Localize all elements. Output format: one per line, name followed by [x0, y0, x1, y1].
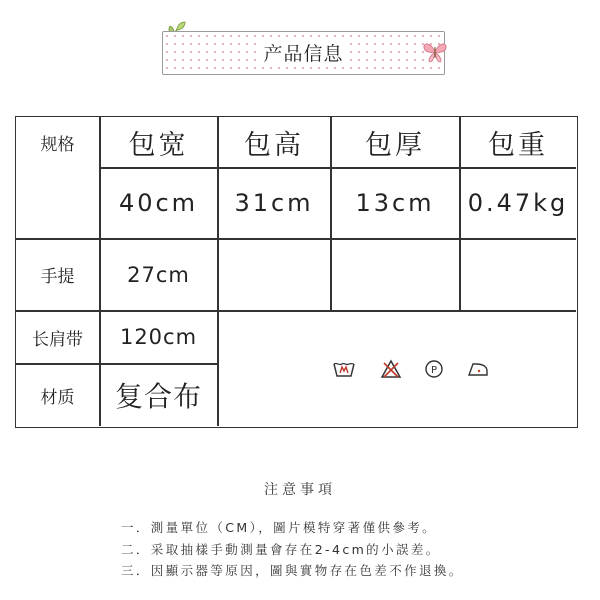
note-line-1: 一．測量單位（CM），圖片模特穿著僅供參考。 [121, 520, 438, 535]
label-material: 材质 [40, 387, 75, 408]
header-depth: 包厚 [365, 129, 425, 161]
header-width: 包宽 [128, 129, 189, 161]
svg-text:P: P [430, 365, 438, 376]
hand-wash-icon [332, 359, 356, 379]
header-height: 包高 [244, 129, 304, 161]
value-depth: 13cm [355, 189, 435, 217]
title-banner [162, 31, 445, 75]
note-line-2: 二．采取抽樣手動測量會存在2-4cm的小誤差。 [121, 542, 441, 557]
value-weight: 0.47kg [467, 189, 569, 217]
dry-clean-p-icon [424, 359, 444, 379]
label-spec: 规格 [40, 134, 75, 155]
label-strap: 长肩带 [32, 329, 83, 350]
label-handle: 手提 [40, 267, 75, 287]
do-not-bleach-icon [380, 359, 402, 379]
note-line-3: 三．因顯示器等原因，圖與實物存在色差不作退換。 [121, 563, 464, 578]
page-title: 产品信息 [257, 43, 349, 65]
value-strap: 120cm [119, 325, 198, 349]
header-weight: 包重 [488, 129, 548, 161]
spec-table [15, 116, 578, 428]
iron-low-icon [466, 359, 490, 379]
value-handle: 27cm [127, 262, 190, 287]
value-material: 复合布 [114, 380, 202, 413]
butterfly-icon [421, 40, 449, 64]
notes-title: 注意事項 [264, 482, 336, 498]
value-width: 40cm [118, 189, 199, 217]
value-height: 31cm [234, 189, 314, 217]
